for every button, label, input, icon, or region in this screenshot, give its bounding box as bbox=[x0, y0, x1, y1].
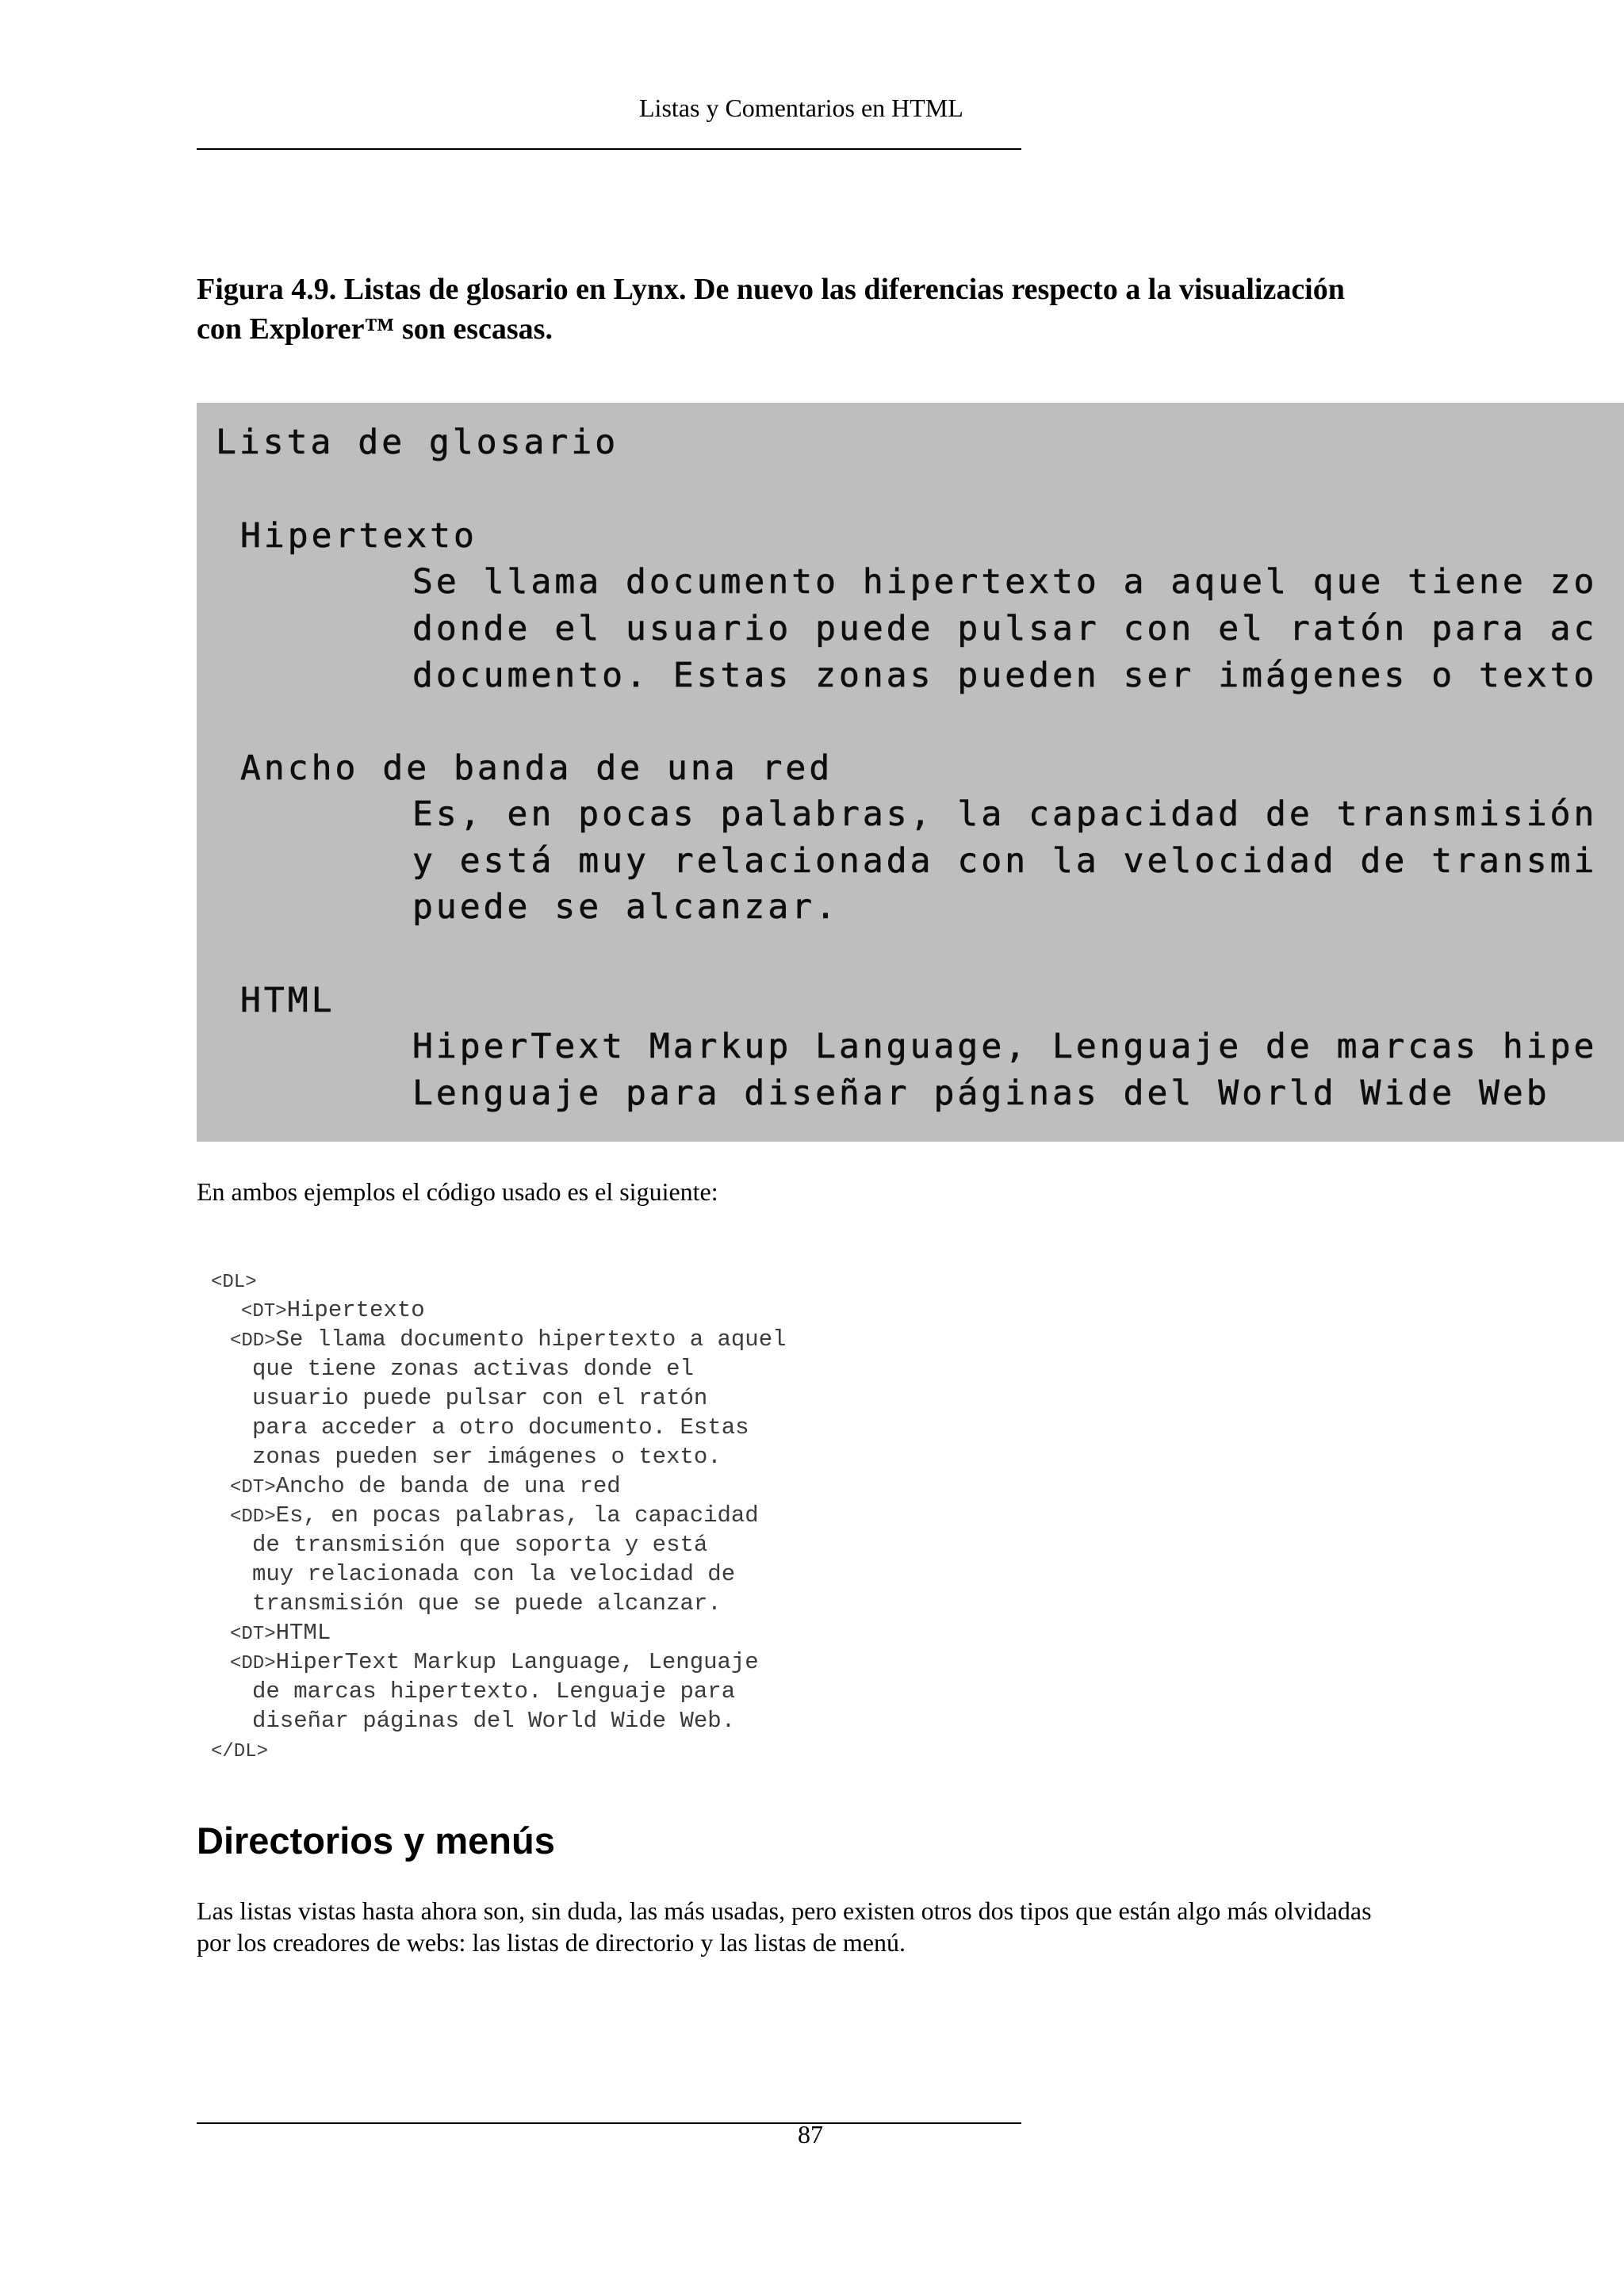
code-text: HiperText Markup Language, Lenguaje bbox=[275, 1649, 759, 1675]
code-line: diseñar páginas del World Wide Web. bbox=[252, 1708, 736, 1734]
lynx-screenshot bbox=[197, 403, 1624, 1142]
lynx-term: Hipertexto bbox=[240, 516, 477, 556]
lynx-definition-line: Es, en pocas palabras, la capacidad de transmisión bbox=[412, 794, 1598, 834]
code-line: zonas pueden ser imágenes o texto. bbox=[252, 1444, 722, 1470]
lynx-definition-line: puede se alcanzar. bbox=[412, 887, 839, 927]
lynx-definition-line: y está muy relacionada con la velocidad de transmi bbox=[412, 841, 1598, 881]
code-tag: </DL> bbox=[211, 1741, 269, 1762]
code-line: para acceder a otro documento. Estas bbox=[252, 1414, 749, 1441]
code-tag: <DT> bbox=[230, 1477, 276, 1498]
code-tag: <DD> bbox=[230, 1330, 276, 1352]
code-line bbox=[230, 1471, 621, 1502]
code-line bbox=[230, 1647, 759, 1678]
code-text: Hipertexto bbox=[286, 1297, 425, 1323]
code-line: de marcas hipertexto. Lenguaje para bbox=[252, 1678, 736, 1705]
lynx-definition-line: documento. Estas zonas pueden ser imágenes o texto bbox=[412, 656, 1598, 695]
code-text: HTML bbox=[275, 1620, 331, 1646]
code-tag: <DT> bbox=[230, 1624, 276, 1645]
lynx-definition-line: Se llama documento hipertexto a aquel que tiene zo bbox=[412, 562, 1598, 602]
code-line: transmisión que se puede alcanzar. bbox=[252, 1590, 722, 1617]
code-line bbox=[230, 1501, 759, 1532]
page-number: 87 bbox=[798, 2120, 823, 2149]
code-tag: <DL> bbox=[211, 1272, 257, 1293]
lynx-definition-line: donde el usuario puede pulsar con el ratón para ac bbox=[412, 609, 1598, 649]
lynx-definition-line: HiperText Markup Language, Lenguaje de marcas hipe bbox=[412, 1027, 1598, 1066]
code-line bbox=[211, 1735, 268, 1766]
lynx-page-title: Lista de glosario bbox=[216, 423, 619, 462]
code-line: de transmisión que soporta y está bbox=[252, 1532, 708, 1558]
header-rule bbox=[197, 148, 1021, 150]
code-line: muy relacionada con la velocidad de bbox=[252, 1561, 736, 1587]
running-header: Listas y Comentarios en HTML bbox=[639, 94, 963, 122]
caption-line: con Explorer™ son escasas. bbox=[197, 312, 553, 346]
code-line: que tiene zonas activas donde el bbox=[252, 1356, 694, 1382]
paragraph-line: por los creadores de webs: las listas de directorio y las listas de menú. bbox=[197, 1928, 906, 1957]
lynx-term: Ancho de banda de una red bbox=[240, 748, 833, 788]
code-line bbox=[230, 1325, 787, 1356]
code-tag: <DD> bbox=[230, 1506, 276, 1528]
code-line bbox=[230, 1618, 331, 1649]
code-line: usuario puede pulsar con el ratón bbox=[252, 1385, 708, 1411]
intro-paragraph: En ambos ejemplos el código usado es el siguiente: bbox=[197, 1177, 718, 1206]
code-line bbox=[241, 1295, 425, 1326]
section-heading: Directorios y menús bbox=[197, 1820, 555, 1862]
lynx-definition-line: Lenguaje para diseñar páginas del World Wide Web bbox=[412, 1073, 1550, 1113]
code-text: Ancho de banda de una red bbox=[275, 1473, 621, 1499]
code-text: Es, en pocas palabras, la capacidad bbox=[275, 1502, 759, 1529]
code-tag: <DD> bbox=[230, 1653, 276, 1674]
code-tag: <DT> bbox=[241, 1301, 287, 1322]
code-text: Se llama documento hipertexto a aquel bbox=[275, 1326, 787, 1353]
code-line bbox=[211, 1266, 257, 1297]
paragraph-line: Las listas vistas hasta ahora son, sin duda, las más usadas, pero existen otros dos tipos que están algo más olvidadas bbox=[197, 1896, 1372, 1925]
caption-line: Figura 4.9. Listas de glosario en Lynx. De nuevo las diferencias respecto a la visualización bbox=[197, 273, 1345, 306]
footer-rule bbox=[197, 2122, 1021, 2124]
figure-caption bbox=[197, 270, 1450, 349]
body-paragraph bbox=[197, 1895, 1450, 1958]
lynx-term: HTML bbox=[240, 981, 335, 1020]
